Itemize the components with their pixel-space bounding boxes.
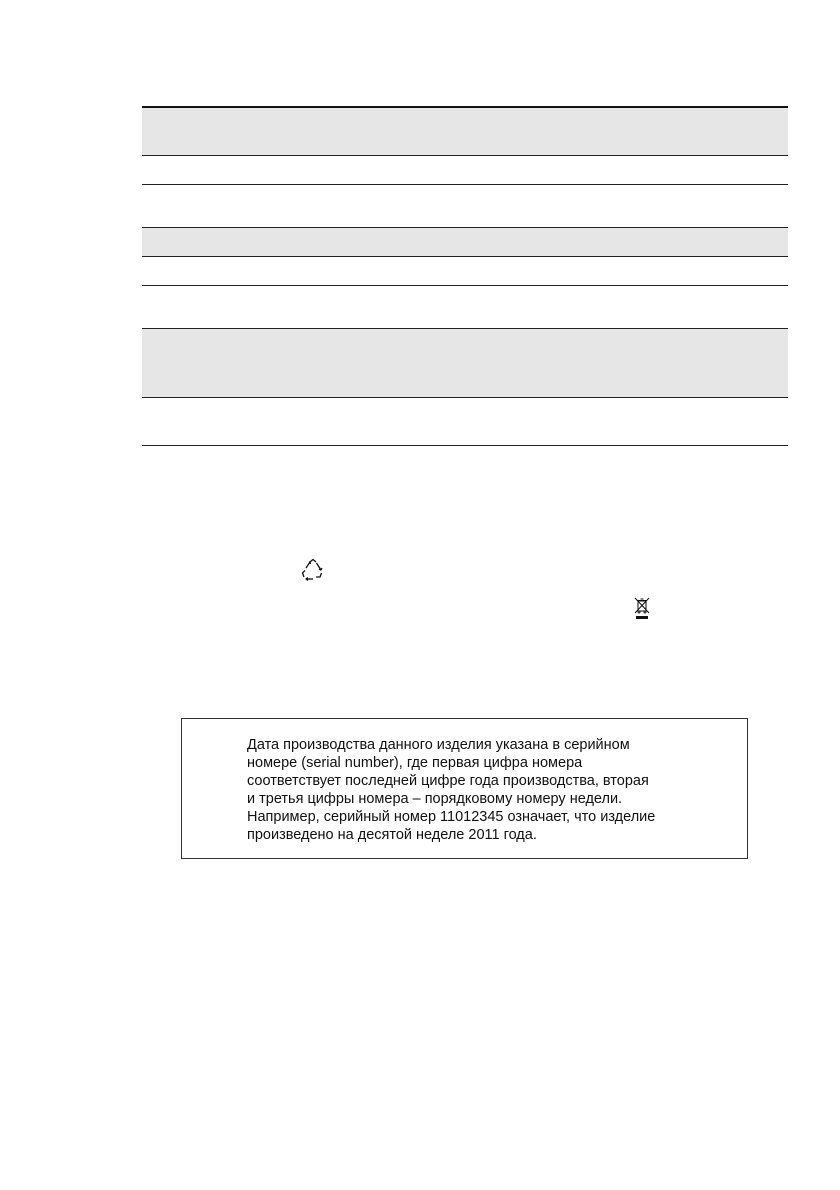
production-date-notice: [181, 718, 748, 859]
notice-line: произведено на десятой неделе 2011 года.: [247, 827, 537, 843]
recycle-icon: [300, 558, 326, 582]
table-row: [142, 257, 788, 286]
table-row: [142, 329, 788, 398]
table-row: [142, 185, 788, 228]
table-row: [142, 398, 788, 446]
notice-line: Например, серийный номер 11012345 означает, что изделие: [247, 809, 656, 825]
notice-line: соответствует последней цифре года производства, вторая: [247, 773, 649, 789]
crossed-out-bin-icon: [632, 596, 652, 622]
notice-line: и третья цифры номера – порядковому номеру недели.: [247, 791, 623, 807]
table-row: [142, 106, 788, 156]
notice-text: [247, 736, 737, 844]
notice-line: номере (serial number), где первая цифра номера: [247, 755, 583, 771]
table-row: [142, 286, 788, 329]
specification-table: [142, 106, 788, 446]
notice-line: Дата производства данного изделия указана в серийном: [247, 737, 630, 753]
table-row: [142, 228, 788, 257]
table-row: [142, 156, 788, 185]
